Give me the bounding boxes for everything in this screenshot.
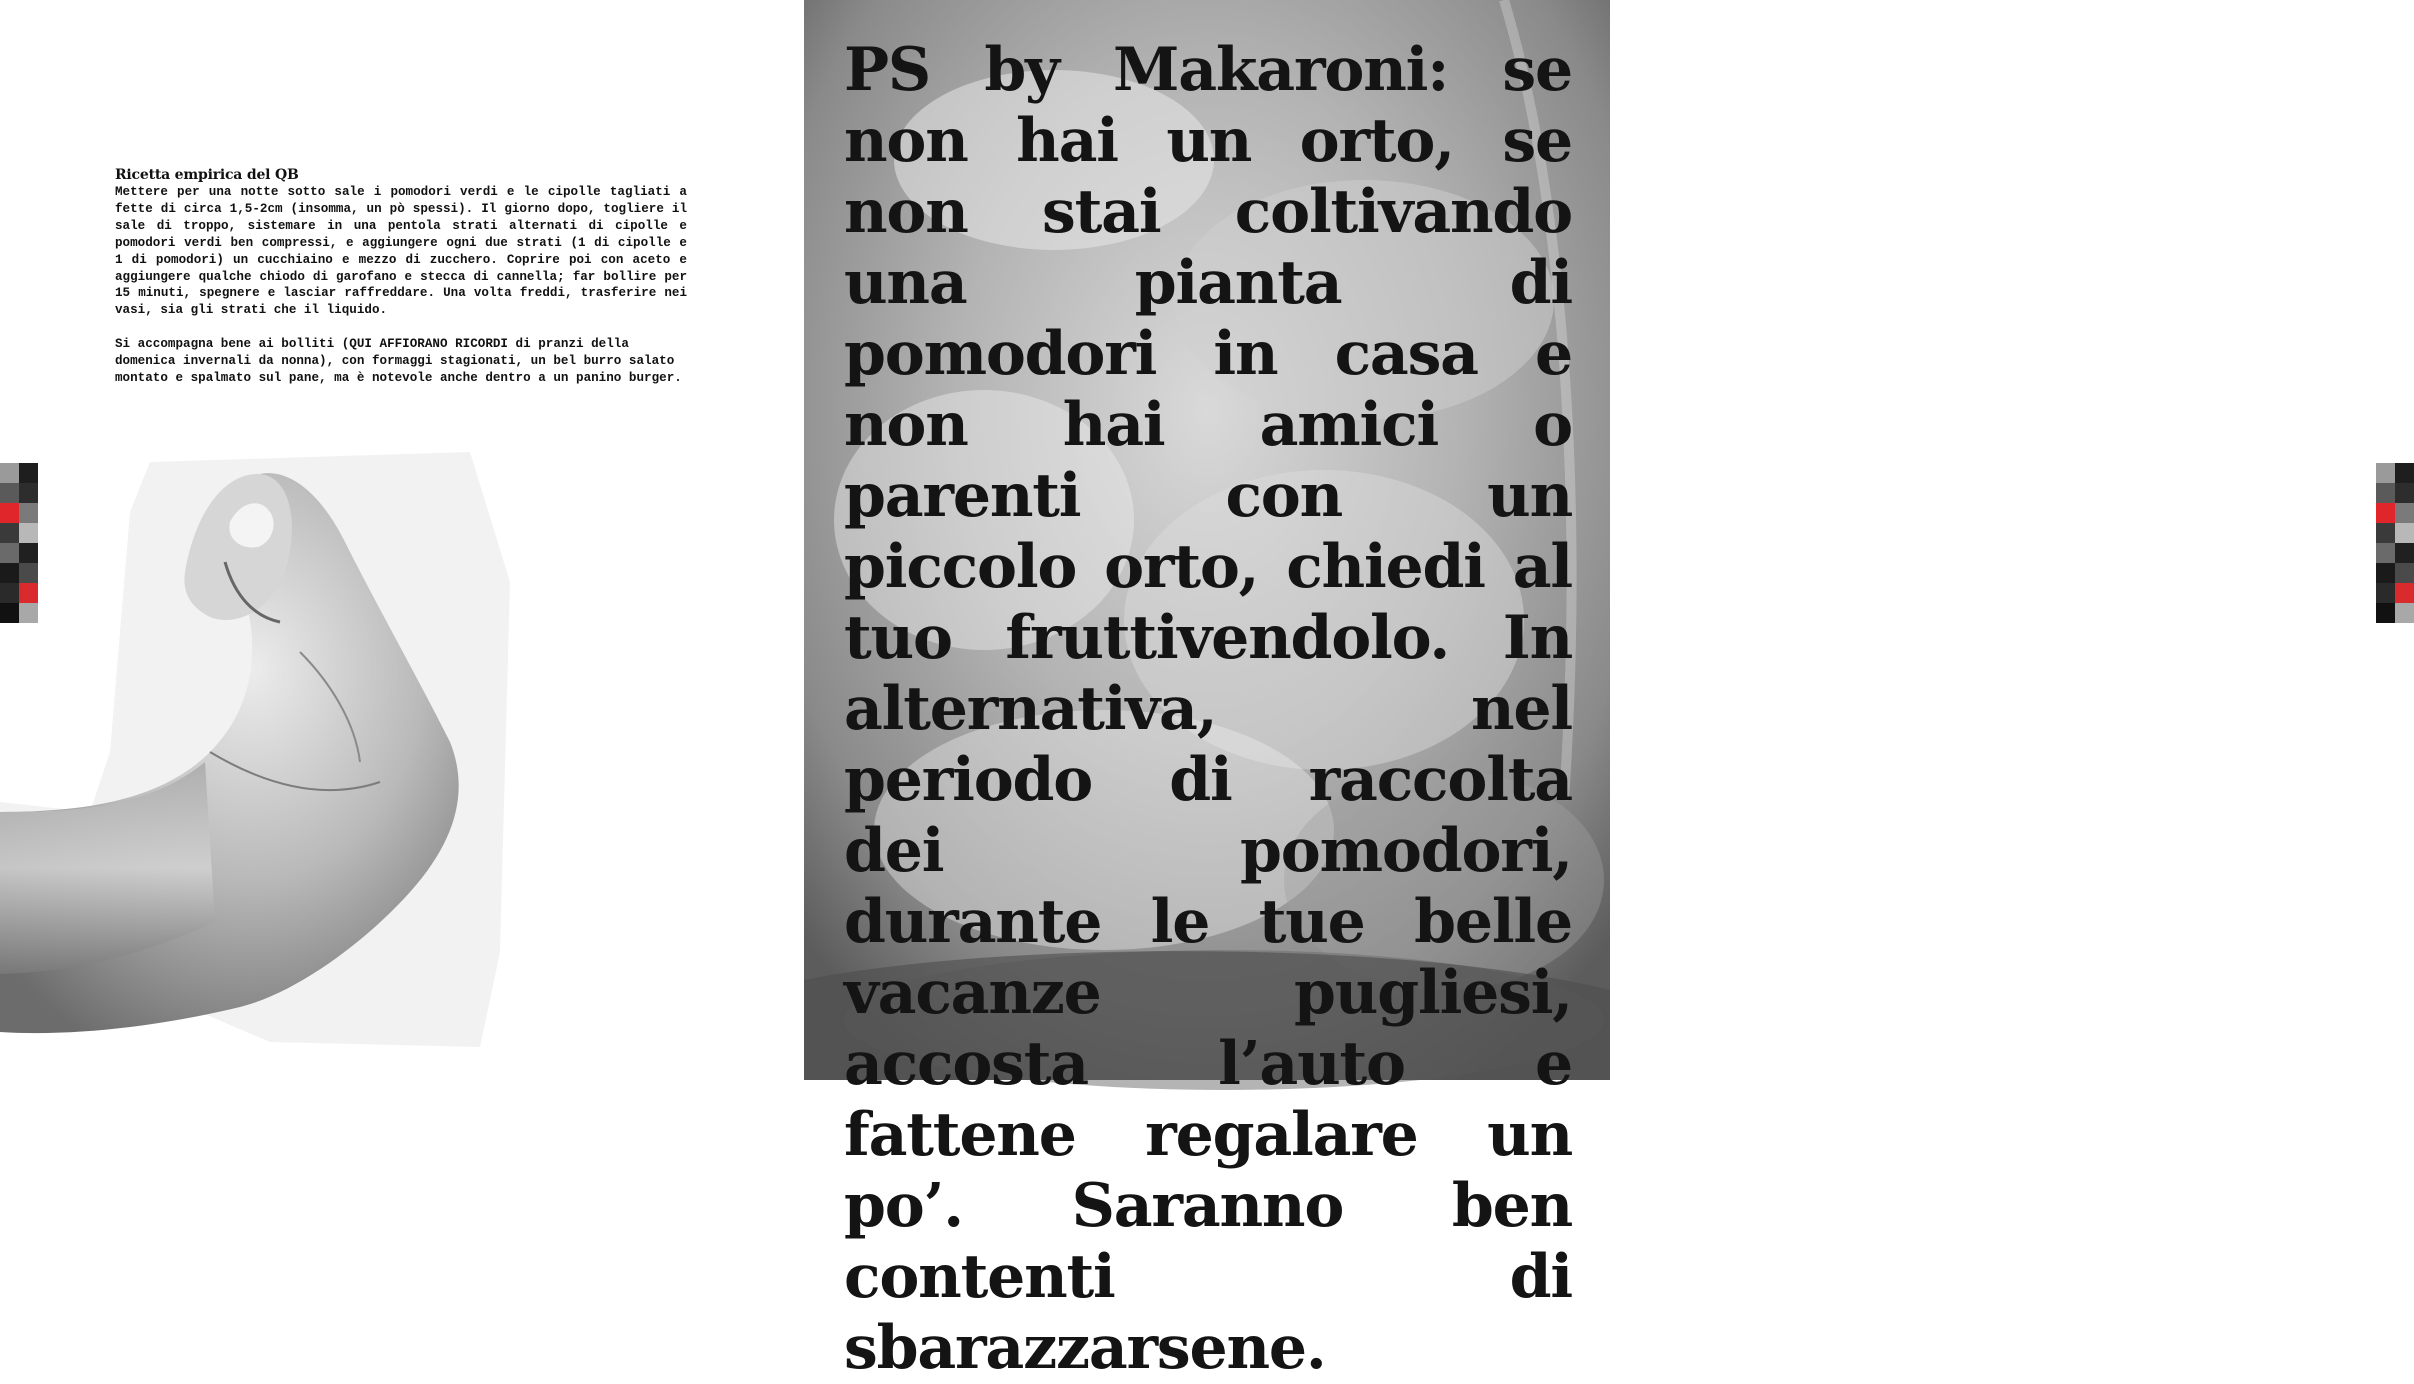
color-swatch [2376, 503, 2395, 523]
color-swatch [2376, 523, 2395, 543]
color-swatch [2395, 603, 2414, 623]
color-swatch [2395, 463, 2414, 483]
recipe-block [115, 167, 687, 387]
color-swatch [2395, 523, 2414, 543]
color-swatch [2395, 503, 2414, 523]
recipe-title: Ricetta empirica del QB [115, 167, 299, 183]
right-page [804, 0, 1610, 1383]
color-swatch [2376, 483, 2395, 503]
hand-gesture-photo [0, 452, 510, 1062]
color-swatch [2395, 583, 2414, 603]
color-swatch [2376, 603, 2395, 623]
color-swatch [2376, 583, 2395, 603]
color-swatch [2376, 463, 2395, 483]
color-swatch [2395, 543, 2414, 563]
color-swatch [2395, 563, 2414, 583]
ps-note: PS by Makaroni: se non hai un orto, se non stai coltivando una pianta di pomodori in casa e non hai amici o parenti con un piccolo orto, chiedi al tuo fruttivendolo. In alternativa, nel periodo di raccolta dei pomodori, durante le tue belle vacanze pugliesi, accosta l’auto e fattene regalare un po’. Saranno ben contenti di sbarazzarsene. [844, 35, 1572, 1383]
recipe-paragraph: Si accompagna bene ai bolliti (QUI AFFIORANO RICORDI di pranzi della domenica invernali da nonna), con formaggi stagionati, un bel burro salato montato e spalmato sul pane, ma è notevole anche dentro a un panino burger. [115, 337, 682, 385]
color-swatch [2376, 543, 2395, 563]
registration-strip-right [2376, 463, 2414, 623]
color-swatch [2376, 563, 2395, 583]
left-page [0, 0, 804, 1080]
color-swatch [2395, 483, 2414, 503]
recipe-paragraph: Mettere per una notte sotto sale i pomodori verdi e le cipolle tagliati a fette di circa 1,5-2cm (insomma, un pò spessi). Il giorno dopo, togliere il sale di troppo, sistemare in una pentola strati alternati di cipolle e pomodori verdi ben compressi, e aggiungere ogni due strati (1 di cipolle e 1 di pomodori) un cucchiaino e mezzo di zucchero. Coprire poi con aceto e aggiungere qualche chiodo di garofano e stecca di cannella; far bollire per 15 minuti, spegnere e lasciar raffreddare. Una volta freddi, trasferire nei vasi, sia gli strati che il liquido. [115, 185, 687, 318]
